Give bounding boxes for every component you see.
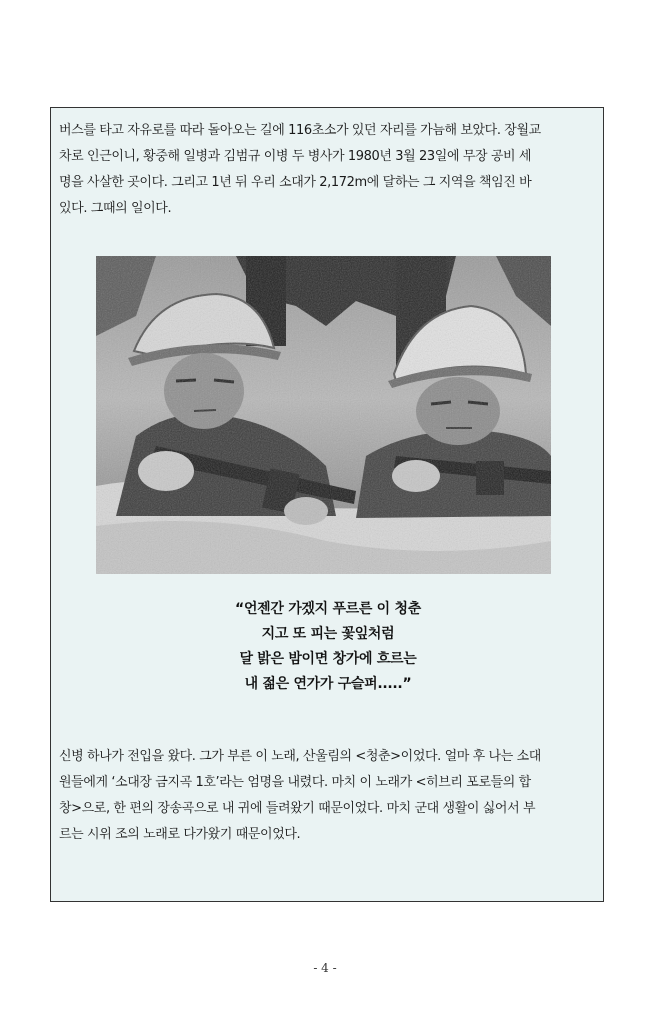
text-line: 차로 인근이니, 황중해 일병과 김범규 이병 두 병사가 1980년 3월 23일에 무장 공비 세	[59, 149, 532, 164]
content-box	[50, 107, 604, 902]
lyric-line: “언젠간 가겠지 푸르른 이 청춘	[235, 601, 421, 617]
lyric-line: 내 젊은 연가가 구슬퍼.....”	[244, 676, 412, 692]
text-line: 원들에게 ‘소대장 금지곡 1호’라는 엄명을 내렸다. 마치 이 노래가 <히브리 포로들의 합	[59, 775, 531, 790]
page-number: - 4 -	[313, 961, 337, 975]
soldiers-photo	[96, 256, 551, 574]
closing-paragraph	[59, 744, 595, 848]
lyric-line: 달 밝은 밤이면 창가에 흐르는	[239, 651, 417, 667]
text-line: 있다. 그때의 일이다.	[59, 201, 172, 216]
text-line: 르는 시위 조의 노래로 다가왔기 때문이었다.	[59, 827, 301, 842]
song-lyrics-quote	[51, 597, 605, 697]
text-line: 명을 사살한 곳이다. 그리고 1년 뒤 우리 소대가 2,172m에 달하는 그 지역을 책임진 바	[59, 175, 532, 190]
text-line: 버스를 타고 자유로를 따라 돌아오는 길에 116초소가 있던 자리를 가늠해 보았다. 장월교	[59, 123, 541, 138]
text-line: 창>으로, 한 편의 장송곡으로 내 귀에 들려왔기 때문이었다. 마치 군대 생활이 싫어서 부	[59, 801, 536, 816]
lyric-line: 지고 또 피는 꽃잎처럼	[261, 626, 395, 642]
text-line: 신병 하나가 전입을 왔다. 그가 부른 이 노래, 산울림의 <청춘>이었다. 얼마 후 나는 소대	[59, 749, 541, 764]
intro-paragraph	[59, 118, 595, 222]
